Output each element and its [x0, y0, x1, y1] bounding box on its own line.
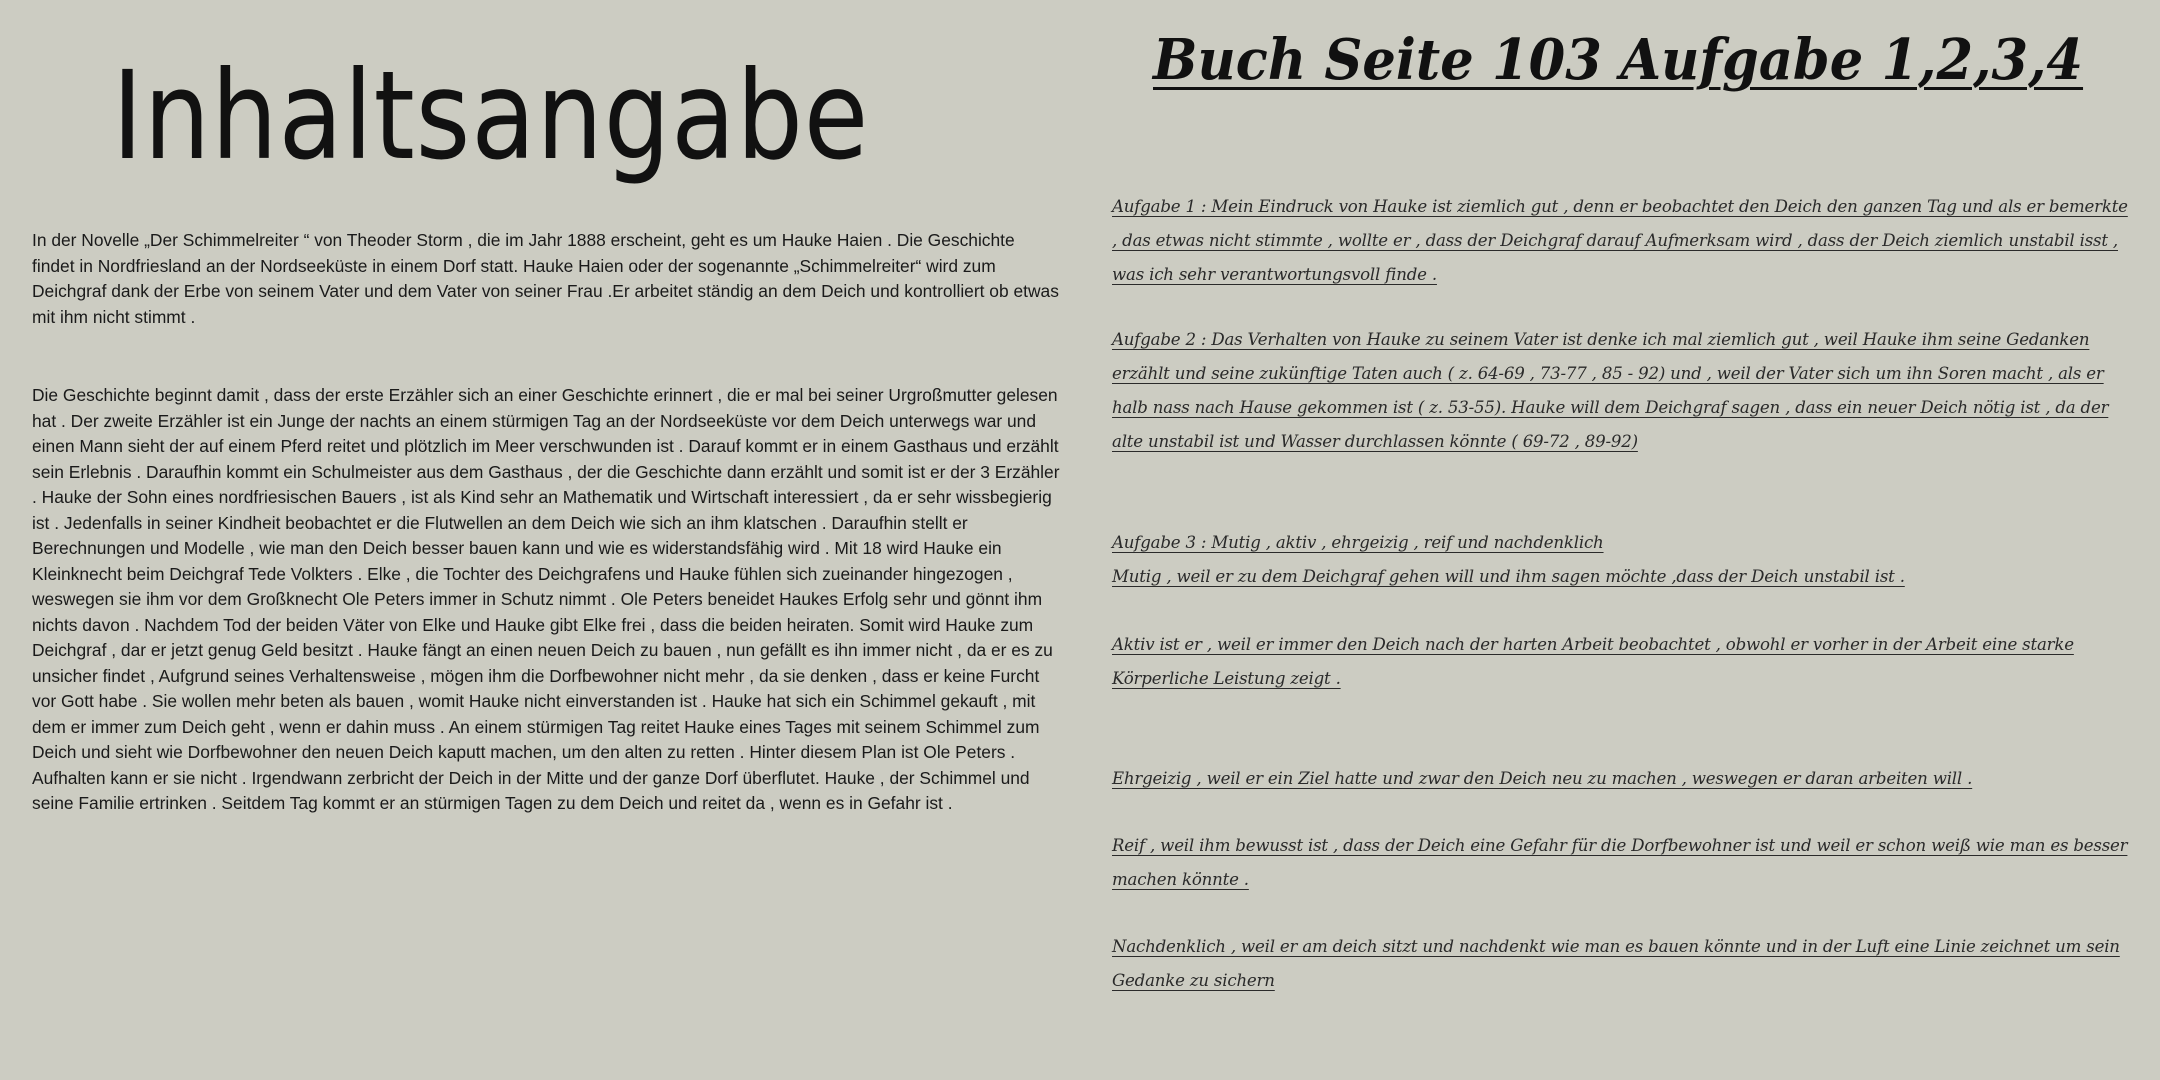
- answer-task-3-heading: Aufgabe 3 : Mutig , aktiv , ehrgeizig , reif und nachdenklich: [1112, 533, 1604, 552]
- answer-task-3-mutig: Mutig , weil er zu dem Deichgraf gehen will und ihm sagen möchte ,dass der Deich unstabil ist .: [1112, 567, 1905, 586]
- answer-task-3-aktiv: Aktiv ist er , weil er immer den Deich nach der harten Arbeit beobachtet , obwohl er vorher in der Arbeit eine starke Körperliche Leistung zeigt .: [1112, 635, 2074, 688]
- answer-task-3-ehrgeizig: Ehrgeizig , weil er ein Ziel hatte und zwar den Deich neu zu machen , weswegen er daran arbeiten will .: [1112, 769, 1973, 788]
- summary-paragraph-intro: In der Novelle „Der Schimmelreiter “ von Theoder Storm , die im Jahr 1888 erscheint, geht es um Hauke Haien . Die Geschichte findet in Nordfriesland an der Nordseeküste in einem Dorf statt. Hauke Haien oder der sogenannte „Schimmelreiter“ wird zum Deichgraf dank der Erbe von seinem Vater und dem Vater von seiner Frau .Er arbeitet ständig an dem Deich und kontrolliert ob etwas mit ihm nicht stimmt .: [32, 230, 1059, 327]
- summary-paragraph-story: Die Geschichte beginnt damit , dass der erste Erzähler sich an einer Geschichte erinnert , die er mal bei seiner Urgroßmutter gelesen hat . Der zweite Erzähler ist ein Junge der nachts an einem stürmigen Tag an der Nordseeküste vor dem Deich unterwegs war und einen Mann sieht der auf einem Pferd reitet und plötzlich im Meer verschwunden ist . Darauf kommt er in einem Gasthaus und erzählt sein Erlebnis . Daraufhin kommt ein Schulmeister aus dem Gasthaus , der die Geschichte dann erzählt und somit ist er der 3 Erzähler . Hauke der Sohn eines nordfriesischen Bauers , ist als Kind sehr an Mathematik und Wirtschaft interessiert , da er sehr wissbegierig ist . Jedenfalls in seiner Kindheit beobachtet er die Flutwellen an dem Deich wie sich an ihm klatschen . Daraufhin stellt er Berechnungen und Modelle , wie man den Deich besser bauen kann und wie es widerstandsfähig wird . Mit 18 wird Hauke ein Kleinknecht beim Deichgraf Tede Volkters . Elke , die Tochter des Deichgrafens und Hauke fühlen sich zueinander hingezogen , weswegen sie ihm vor dem Großknecht Ole Peters immer in Schutz nimmt . Ole Peters beneidet Haukes Erfolg sehr und gönnt ihm nichts davon . Nachdem Tod der beiden Väter von Elke und Hauke gibt Elke frei , dass die beiden heiraten. Somit wird Hauke zum Deichgraf , dar er jetzt genug Geld besitzt . Hauke fängt an einen neuen Deich zu bauen , nun gefällt es ihn immer nicht , da er es zu unsicher findet , Aufgrund seines Verhaltensweise , mögen ihm die Dorfbewohner nicht mehr , da sie denken , dass er keine Furcht vor Gott habe . Sie wollen mehr beten als bauen , womit Hauke nicht einverstanden ist . Hauke hat sich ein Schimmel gekauft , mit dem er immer zum Deich geht , wenn er dahin muss . An einem stürmigen Tag reitet Hauke eines Tages mit seinem Schimmel zum Deich und sieht wie Dorfbewohner den neuen Deich kaputt machen, um den alten zu retten . Hinter diesem Plan ist Ole Peters . Aufhalten kann er sie nicht . Irgendwann zerbricht der Deich in der Mitte und der ganze Dorf überflutet. Hauke , der Schimmel und seine Familie ertrinken . Seitdem Tag kommt er an stürmigen Tagen zu dem Deich und reitet da , wenn es in Gefahr ist .: [32, 385, 1060, 813]
- answer-task-1: Aufgabe 1 : Mein Eindruck von Hauke ist ziemlich gut , denn er beobachtet den Deich den ganzen Tag und als er bemerkte , das etwas nicht stimmte , wollte er , dass der Deichgraf darauf Aufmerksam wird , dass der Deich ziemlich unstabil isst , was ich sehr verantwortungsvoll finde .: [1112, 197, 2128, 284]
- answer-task-3-reif: Reif , weil ihm bewusst ist , dass der Deich eine Gefahr für die Dorfbewohner ist und weil er schon weiß wie man es besser machen könnte .: [1112, 836, 2128, 889]
- summary-title: Inhaltsangabe: [112, 45, 870, 187]
- answer-task-3-nachdenklich: Nachdenklich , weil er am deich sitzt und nachdenkt wie man es bauen könnte und in der Luft eine Linie zeichnet um sein Gedanke zu sichern: [1112, 937, 2120, 990]
- answer-task-2: Aufgabe 2 : Das Verhalten von Hauke zu seinem Vater ist denke ich mal ziemlich gut , weil Hauke ihm seine Gedanken erzählt und seine zukünftige Taten auch ( z. 64-69 , 73-77 , 85 - 92) und , weil der Vater sich um ihn Soren macht , als er halb nass nach Hause gekommen ist ( z. 53-55). Hauke will dem Deichgraf sagen , dass ein neuer Deich nötig ist , da der alte unstabil ist und Wasser durchlassen könnte ( 69-72 , 89-92): [1112, 330, 2109, 451]
- assignment-title: Buch Seite 103 Aufgabe 1,2,3,4: [1153, 27, 2084, 93]
